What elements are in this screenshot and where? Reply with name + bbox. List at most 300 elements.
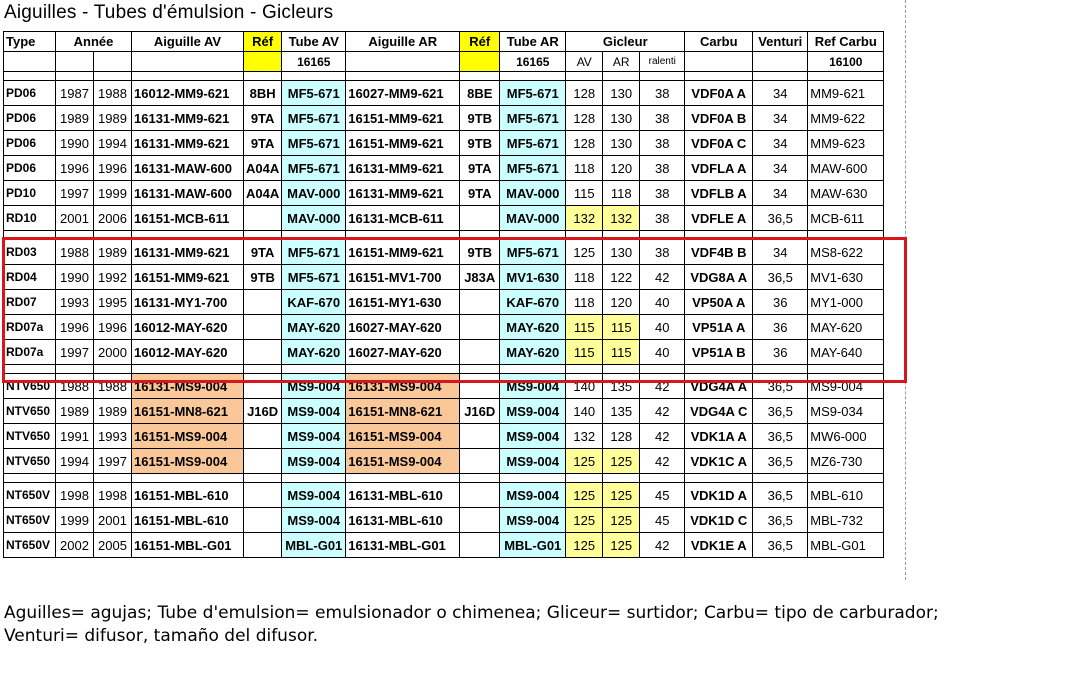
cell-gicleur-av: 115 <box>566 181 603 206</box>
cell-carbu: VDFLA A <box>685 156 753 181</box>
cell-gicleur-ar: 125 <box>603 533 640 558</box>
blank-cell <box>640 474 685 483</box>
notes-line-2: Venturi= difusor, tamaño del difusor. <box>4 626 319 646</box>
cell-gicleur-ralenti: 42 <box>640 399 685 424</box>
cell-venturi: 36,5 <box>753 265 808 290</box>
cell-gicleur-ar: 125 <box>603 483 640 508</box>
cell-ref-av: J16D <box>244 399 282 424</box>
cell-gicleur-ar: 130 <box>603 106 640 131</box>
spreadsheet-table-wrap <box>3 31 884 558</box>
cell-ref-carbu: MAY-620 <box>808 315 884 340</box>
cell-year-to: 1988 <box>94 374 132 399</box>
cell-tube-ar: MS9-004 <box>500 399 566 424</box>
cell-year-to: 1996 <box>94 156 132 181</box>
cell-gicleur-ralenti: 38 <box>640 181 685 206</box>
cell-tube-av: MAV-000 <box>282 181 346 206</box>
blank-cell <box>132 231 244 240</box>
table-row <box>4 206 884 231</box>
cell-aiguille-av: 16151-MBL-610 <box>132 508 244 533</box>
subheader-gicleur-av: AV <box>566 52 603 72</box>
cell-aiguille-ar: 16027-MAY-620 <box>346 340 460 365</box>
cell-tube-ar: MV1-630 <box>500 265 566 290</box>
cell-aiguille-ar: 16151-MY1-630 <box>346 290 460 315</box>
cell-ref-ar: J83A <box>460 265 500 290</box>
cell-tube-ar: MF5-671 <box>500 81 566 106</box>
cell-gicleur-ralenti: 38 <box>640 131 685 156</box>
cell-ref-ar <box>460 206 500 231</box>
cell-tube-av: MS9-004 <box>282 508 346 533</box>
blank-cell <box>500 72 566 81</box>
cell-carbu: VDF0A C <box>685 131 753 156</box>
cell-carbu: VP50A A <box>685 290 753 315</box>
page-break-line <box>905 0 906 580</box>
cell-ref-av: A04A <box>244 156 282 181</box>
cell-ref-av <box>244 340 282 365</box>
cell-carbu: VDK1D A <box>685 483 753 508</box>
cell-carbu: VDK1A A <box>685 424 753 449</box>
cell-tube-av: MS9-004 <box>282 449 346 474</box>
cell-gicleur-av: 118 <box>566 290 603 315</box>
cell-ref-carbu: MAW-600 <box>808 156 884 181</box>
cell-aiguille-ar: 16151-MM9-621 <box>346 131 460 156</box>
cell-year-to: 2005 <box>94 533 132 558</box>
notes <box>4 602 939 648</box>
cell-ref-av <box>244 315 282 340</box>
cell-venturi: 34 <box>753 81 808 106</box>
header-venturi: Venturi <box>753 32 808 52</box>
cell-ref-ar: 9TB <box>460 131 500 156</box>
blank-cell <box>4 365 56 374</box>
cell-gicleur-av: 140 <box>566 399 603 424</box>
cell-year-to: 1988 <box>94 81 132 106</box>
blank-cell <box>346 474 460 483</box>
cell-ref-ar <box>460 449 500 474</box>
blank-cell <box>566 72 603 81</box>
blank-cell <box>244 231 282 240</box>
header-carbu: Carbu <box>685 32 753 52</box>
blank-cell <box>460 231 500 240</box>
table-row <box>4 374 884 399</box>
cell-ref-carbu: MS8-622 <box>808 240 884 265</box>
cell-year-to: 1989 <box>94 399 132 424</box>
cell-aiguille-ar: 16131-MBL-610 <box>346 483 460 508</box>
header-tube-ar: Tube AR <box>500 32 566 52</box>
cell-aiguille-av: 16151-MBL-610 <box>132 483 244 508</box>
cell-tube-ar: MF5-671 <box>500 240 566 265</box>
cell-aiguille-ar: 16131-MBL-G01 <box>346 533 460 558</box>
cell-ref-ar <box>460 533 500 558</box>
cell-aiguille-av: 16151-MS9-004 <box>132 449 244 474</box>
cell-ref-ar <box>460 290 500 315</box>
cell-venturi: 36 <box>753 290 808 315</box>
cell-carbu: VDF0A A <box>685 81 753 106</box>
cell-ref-av: 9TB <box>244 265 282 290</box>
blank-cell <box>500 231 566 240</box>
cell-gicleur-ar: 118 <box>603 181 640 206</box>
blank-cell <box>640 72 685 81</box>
cell-aiguille-ar: 16027-MM9-621 <box>346 81 460 106</box>
cell-year-from: 1989 <box>56 399 94 424</box>
table-row <box>4 533 884 558</box>
blank-cell <box>460 72 500 81</box>
blank-cell <box>753 365 808 374</box>
cell-gicleur-ralenti: 40 <box>640 340 685 365</box>
blank-cell <box>753 72 808 81</box>
cell-ref-ar: 9TB <box>460 106 500 131</box>
cell-carbu: VDG4A A <box>685 374 753 399</box>
table-row <box>4 81 884 106</box>
blank-cell <box>282 231 346 240</box>
cell-year-from: 2002 <box>56 533 94 558</box>
blank-cell <box>685 52 753 72</box>
cell-aiguille-ar: 16151-MS9-004 <box>346 424 460 449</box>
table-row <box>4 399 884 424</box>
cell-ref-carbu: MY1-000 <box>808 290 884 315</box>
header-row <box>4 32 884 52</box>
blank-cell <box>56 72 94 81</box>
subheader-ref-carbu: 16100 <box>808 52 884 72</box>
blank-cell <box>460 474 500 483</box>
blank-cell <box>244 365 282 374</box>
cell-ref-ar <box>460 340 500 365</box>
cell-year-from: 1988 <box>56 374 94 399</box>
separator-row <box>4 474 884 483</box>
cell-type: NTV650 <box>4 424 56 449</box>
cell-type: PD06 <box>4 156 56 181</box>
blank-cell <box>346 365 460 374</box>
cell-tube-ar: MF5-671 <box>500 131 566 156</box>
blank-cell <box>460 365 500 374</box>
cell-gicleur-av: 125 <box>566 240 603 265</box>
cell-tube-ar: MF5-671 <box>500 106 566 131</box>
blank-cell <box>132 72 244 81</box>
cell-gicleur-ar: 122 <box>603 265 640 290</box>
blank-cell <box>132 365 244 374</box>
cell-carbu: VDF0A B <box>685 106 753 131</box>
header-gicleur: Gicleur <box>566 32 685 52</box>
cell-gicleur-ralenti: 45 <box>640 483 685 508</box>
cell-type: NT650V <box>4 533 56 558</box>
cell-gicleur-av: 128 <box>566 81 603 106</box>
blank-cell <box>4 52 56 72</box>
cell-tube-av: MS9-004 <box>282 399 346 424</box>
cell-aiguille-av: 16131-MAW-600 <box>132 181 244 206</box>
cell-ref-ar <box>460 508 500 533</box>
cell-type: RD04 <box>4 265 56 290</box>
cell-tube-ar: MAV-000 <box>500 181 566 206</box>
cell-tube-av: MAY-620 <box>282 315 346 340</box>
cell-aiguille-av: 16151-MCB-611 <box>132 206 244 231</box>
blank-cell <box>132 474 244 483</box>
cell-gicleur-av: 132 <box>566 424 603 449</box>
cell-carbu: VDG4A C <box>685 399 753 424</box>
table-row <box>4 131 884 156</box>
cell-ref-carbu: MAW-630 <box>808 181 884 206</box>
table-row <box>4 156 884 181</box>
cell-ref-carbu: MBL-G01 <box>808 533 884 558</box>
table-row <box>4 483 884 508</box>
blank-cell <box>685 474 753 483</box>
cell-year-to: 1997 <box>94 449 132 474</box>
cell-gicleur-av: 125 <box>566 449 603 474</box>
cell-year-to: 1989 <box>94 106 132 131</box>
cell-type: NT650V <box>4 483 56 508</box>
cell-tube-ar: MBL-G01 <box>500 533 566 558</box>
cell-year-from: 1990 <box>56 265 94 290</box>
cell-gicleur-ralenti: 38 <box>640 156 685 181</box>
cell-ref-ar <box>460 424 500 449</box>
cell-carbu: VDK1D C <box>685 508 753 533</box>
cell-gicleur-ar: 135 <box>603 374 640 399</box>
cell-ref-carbu: MM9-623 <box>808 131 884 156</box>
cell-tube-av: MF5-671 <box>282 240 346 265</box>
blank-cell <box>56 474 94 483</box>
cell-carbu: VDF4B B <box>685 240 753 265</box>
blank-cell <box>346 52 460 72</box>
cell-year-to: 2000 <box>94 340 132 365</box>
cell-venturi: 36,5 <box>753 206 808 231</box>
cell-venturi: 34 <box>753 156 808 181</box>
cell-carbu: VDK1C A <box>685 449 753 474</box>
subheader-tube-ar: 16165 <box>500 52 566 72</box>
cell-carbu: VP51A B <box>685 340 753 365</box>
cell-gicleur-av: 132 <box>566 206 603 231</box>
cell-gicleur-av: 118 <box>566 265 603 290</box>
cell-carbu: VDK1E A <box>685 533 753 558</box>
cell-gicleur-av: 125 <box>566 483 603 508</box>
blank-cell <box>56 52 94 72</box>
cell-aiguille-av: 16131-MM9-621 <box>132 106 244 131</box>
cell-type: RD07a <box>4 340 56 365</box>
cell-aiguille-av: 16131-MAW-600 <box>132 156 244 181</box>
cell-aiguille-av: 16131-MM9-621 <box>132 131 244 156</box>
cell-tube-av: MS9-004 <box>282 374 346 399</box>
table-row <box>4 424 884 449</box>
cell-type: PD06 <box>4 81 56 106</box>
cell-year-to: 1994 <box>94 131 132 156</box>
cell-ref-av <box>244 424 282 449</box>
cell-gicleur-av: 125 <box>566 533 603 558</box>
cell-gicleur-ar: 130 <box>603 81 640 106</box>
blank-cell <box>4 72 56 81</box>
blank-cell <box>603 474 640 483</box>
blank-cell <box>603 72 640 81</box>
cell-ref-carbu: MM9-622 <box>808 106 884 131</box>
cell-year-to: 2001 <box>94 508 132 533</box>
cell-ref-ar: 9TA <box>460 156 500 181</box>
cell-tube-av: MBL-G01 <box>282 533 346 558</box>
blank-cell <box>566 474 603 483</box>
blank-cell <box>808 365 884 374</box>
cell-venturi: 36 <box>753 340 808 365</box>
cell-ref-carbu: MS9-004 <box>808 374 884 399</box>
cell-tube-ar: MS9-004 <box>500 424 566 449</box>
cell-type: NT650V <box>4 508 56 533</box>
cell-carbu: VDFLB A <box>685 181 753 206</box>
cell-year-to: 1996 <box>94 315 132 340</box>
cell-tube-ar: MS9-004 <box>500 483 566 508</box>
cell-tube-ar: MS9-004 <box>500 508 566 533</box>
subheader-gicleur-ar: AR <box>603 52 640 72</box>
cell-ref-av <box>244 533 282 558</box>
cell-year-from: 1997 <box>56 340 94 365</box>
cell-gicleur-ralenti: 38 <box>640 240 685 265</box>
cell-tube-av: MF5-671 <box>282 131 346 156</box>
cell-venturi: 36,5 <box>753 374 808 399</box>
cell-gicleur-av: 115 <box>566 340 603 365</box>
blank-cell <box>282 474 346 483</box>
table-row <box>4 181 884 206</box>
cell-ref-ar <box>460 483 500 508</box>
cell-type: PD06 <box>4 106 56 131</box>
cell-year-from: 1989 <box>56 106 94 131</box>
cell-ref-carbu: MZ6-730 <box>808 449 884 474</box>
blank-cell <box>500 474 566 483</box>
cell-ref-av <box>244 508 282 533</box>
blank-cell <box>808 474 884 483</box>
cell-gicleur-ar: 120 <box>603 290 640 315</box>
cell-year-from: 1997 <box>56 181 94 206</box>
blank-cell <box>685 72 753 81</box>
cell-aiguille-ar: 16151-MM9-621 <box>346 240 460 265</box>
cell-year-from: 1994 <box>56 449 94 474</box>
cell-tube-av: MF5-671 <box>282 265 346 290</box>
cell-ref-carbu: MCB-611 <box>808 206 884 231</box>
cell-tube-ar: MS9-004 <box>500 449 566 474</box>
cell-ref-av: 9TA <box>244 106 282 131</box>
blank-cell <box>94 72 132 81</box>
cell-gicleur-ralenti: 38 <box>640 106 685 131</box>
cell-gicleur-ar: 130 <box>603 240 640 265</box>
cell-aiguille-av: 16151-MM9-621 <box>132 265 244 290</box>
cell-year-from: 1999 <box>56 508 94 533</box>
cell-aiguille-av: 16151-MN8-621 <box>132 399 244 424</box>
cell-aiguille-av: 16151-MS9-004 <box>132 424 244 449</box>
blank-cell <box>603 365 640 374</box>
blank-cell <box>132 52 244 72</box>
header-ref-carbu: Ref Carbu <box>808 32 884 52</box>
blank-cell <box>94 474 132 483</box>
cell-year-to: 1993 <box>94 424 132 449</box>
cell-ref-carbu: MBL-732 <box>808 508 884 533</box>
cell-year-from: 1990 <box>56 131 94 156</box>
blank-cell <box>244 52 282 72</box>
blank-cell <box>244 72 282 81</box>
cell-aiguille-ar: 16131-MM9-621 <box>346 181 460 206</box>
subheader-row <box>4 52 884 72</box>
cell-year-from: 1996 <box>56 156 94 181</box>
table-row <box>4 508 884 533</box>
table-row <box>4 340 884 365</box>
cell-year-to: 2006 <box>94 206 132 231</box>
blank-cell <box>282 72 346 81</box>
cell-ref-av <box>244 449 282 474</box>
cell-venturi: 34 <box>753 131 808 156</box>
blank-cell <box>566 365 603 374</box>
cell-gicleur-ralenti: 42 <box>640 424 685 449</box>
cell-venturi: 36,5 <box>753 424 808 449</box>
cell-aiguille-ar: 16151-MS9-004 <box>346 449 460 474</box>
cell-ref-av <box>244 483 282 508</box>
cell-ref-ar: 8BE <box>460 81 500 106</box>
cell-gicleur-av: 128 <box>566 106 603 131</box>
cell-tube-av: MF5-671 <box>282 106 346 131</box>
cell-gicleur-ralenti: 40 <box>640 315 685 340</box>
cell-aiguille-av: 16131-MS9-004 <box>132 374 244 399</box>
header-ref-av: Réf <box>244 32 282 52</box>
table-row <box>4 449 884 474</box>
cell-gicleur-ar: 115 <box>603 340 640 365</box>
cell-type: NTV650 <box>4 374 56 399</box>
blank-cell <box>56 231 94 240</box>
cell-year-from: 1991 <box>56 424 94 449</box>
header-type: Type <box>4 32 56 52</box>
cell-gicleur-ralenti: 45 <box>640 508 685 533</box>
cell-ref-av: 9TA <box>244 240 282 265</box>
notes-line-1: Aguilles= agujas; Tube d'emulsion= emulsionador o chimenea; Gliceur= surtidor; Carbu= tipo de carburador; <box>4 603 939 623</box>
cell-gicleur-ar: 125 <box>603 508 640 533</box>
cell-year-from: 1993 <box>56 290 94 315</box>
cell-gicleur-ralenti: 38 <box>640 206 685 231</box>
blank-cell <box>500 365 566 374</box>
cell-aiguille-av: 16131-MY1-700 <box>132 290 244 315</box>
cell-venturi: 34 <box>753 106 808 131</box>
header-annee: Année <box>56 32 132 52</box>
blank-cell <box>94 231 132 240</box>
cell-carbu: VP51A A <box>685 315 753 340</box>
blank-cell <box>94 52 132 72</box>
cell-tube-ar: MAY-620 <box>500 340 566 365</box>
cell-gicleur-ar: 130 <box>603 131 640 156</box>
cell-gicleur-ralenti: 38 <box>640 81 685 106</box>
cell-gicleur-av: 125 <box>566 508 603 533</box>
cell-aiguille-ar: 16151-MM9-621 <box>346 106 460 131</box>
cell-year-from: 1998 <box>56 483 94 508</box>
separator-row <box>4 365 884 374</box>
cell-aiguille-ar: 16027-MAY-620 <box>346 315 460 340</box>
blank-cell <box>4 474 56 483</box>
subheader-gicleur-ralenti: ralenti <box>640 52 685 72</box>
separator-row <box>4 231 884 240</box>
blank-cell <box>94 365 132 374</box>
blank-cell <box>753 52 808 72</box>
cell-tube-ar: MAY-620 <box>500 315 566 340</box>
cell-gicleur-ralenti: 42 <box>640 374 685 399</box>
cell-gicleur-ralenti: 42 <box>640 449 685 474</box>
cell-ref-av <box>244 206 282 231</box>
cell-gicleur-ar: 120 <box>603 156 640 181</box>
cell-tube-ar: KAF-670 <box>500 290 566 315</box>
subheader-tube-av: 16165 <box>282 52 346 72</box>
cell-ref-av <box>244 290 282 315</box>
cell-ref-carbu: MW6-000 <box>808 424 884 449</box>
cell-ref-ar: J16D <box>460 399 500 424</box>
cell-aiguille-ar: 16131-MS9-004 <box>346 374 460 399</box>
cell-gicleur-ar: 125 <box>603 449 640 474</box>
cell-year-to: 1998 <box>94 483 132 508</box>
cell-aiguille-av: 16151-MBL-G01 <box>132 533 244 558</box>
cell-type: RD03 <box>4 240 56 265</box>
cell-gicleur-av: 118 <box>566 156 603 181</box>
table-row <box>4 290 884 315</box>
cell-ref-av: 8BH <box>244 81 282 106</box>
header-aiguille-av: Aiguille AV <box>132 32 244 52</box>
cell-gicleur-ralenti: 42 <box>640 265 685 290</box>
cell-aiguille-av: 16012-MAY-620 <box>132 340 244 365</box>
cell-ref-carbu: MS9-034 <box>808 399 884 424</box>
cell-gicleur-av: 140 <box>566 374 603 399</box>
cell-tube-av: KAF-670 <box>282 290 346 315</box>
